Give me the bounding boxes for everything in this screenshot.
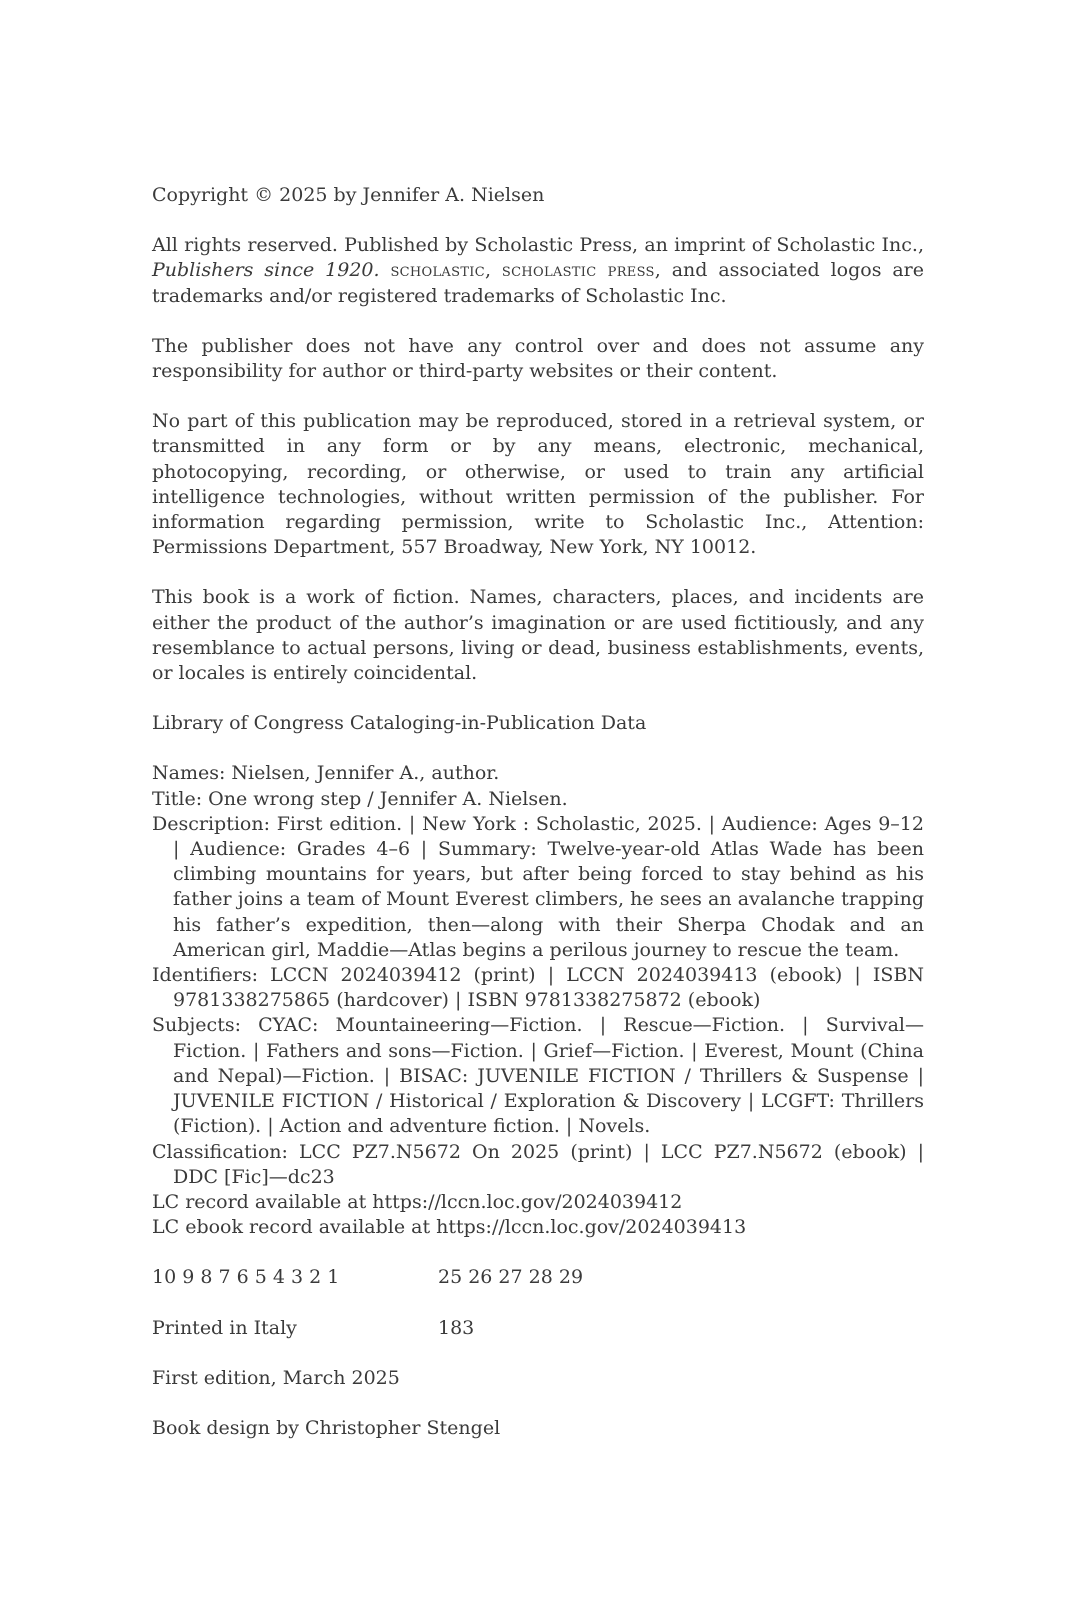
cip-subjects: Subjects: CYAC: Mountaineering—Fiction. | Rescue—Fiction. | Survival—Fiction. | Fathers and sons—Fiction. | Grief—Fiction. | Everest, Mount (China and Nepal)—Fiction. | BISAC: JUVENILE FICTION / Thrillers & Suspense | JUVENILE FICTION / Historical / Exploration & Discovery | LCGFT: Thrillers (Fiction). | Action and adventure fiction. | Novels.: [152, 1014, 924, 1138]
cip-block: [152, 761, 924, 1240]
rights-text-1: All rights reserved. Published by Scholastic Press, an imprint of Scholastic Inc.,: [152, 234, 924, 257]
cip-classification: Classification: LCC PZ7.N5672 On 2025 (print) | LCC PZ7.N5672 (ebook) | DDC [Fic]—dc23: [152, 1140, 924, 1188]
copyright-page: [152, 183, 924, 1441]
responsibility-paragraph: The publisher does not have any control over and does not assume any responsibility for author or third-party websites or their content.: [152, 334, 924, 383]
printed-in-row: [152, 1316, 924, 1341]
cip-lc-record: LC record available at https://lccn.loc.gov/2024039412: [152, 1190, 683, 1213]
printing-year-line: 25 26 27 28 29: [438, 1266, 584, 1289]
rights-text-2: , and associated logos are trademarks and/or registered trademarks of Scholastic Inc.: [152, 259, 924, 307]
printer-code: 183: [438, 1316, 475, 1339]
edition-line: First edition, March 2025: [152, 1366, 400, 1389]
scholastic-press-mark: scholastic press: [501, 259, 655, 282]
rights-separator: ,: [484, 259, 502, 282]
printing-number-row: [152, 1265, 924, 1290]
cip-description: Description: First edition. | New York : Scholastic, 2025. | Audience: Ages 9–12 | Audience: Grades 4–6 | Summary: Twelve-year-old Atlas Wade has been climbing mountains for years, but after being forced to stay behind as his father joins a team of Mount Everest climbers, he sees an avalanche trapping his father’s expedition, then—along with their Sherpa Chodak and an American girl, Maddie—Atlas begins a perilous journey to rescue the team.: [152, 812, 924, 961]
cip-title: Title: One wrong step / Jennifer A. Nielsen.: [152, 787, 568, 810]
printed-in: Printed in Italy: [152, 1316, 297, 1339]
publishers-since: Publishers since 1920.: [152, 259, 380, 282]
copyright-line: Copyright © 2025 by Jennifer A. Nielsen: [152, 184, 545, 206]
printing-number-line: 10 9 8 7 6 5 4 3 2 1: [152, 1266, 340, 1289]
reproduction-paragraph: No part of this publication may be reproduced, stored in a retrieval system, or transmitted in any form or by any means, electronic, mechanical, photocopying, recording, or otherwise, or used to train any artificial intelligence technologies, without written permission of the publisher. For information regarding permission, write to Scholastic Inc., Attention: Permissions Department, 557 Broadway, New York, NY 10012.: [152, 410, 924, 559]
scholastic-mark: scholastic: [390, 259, 485, 282]
cip-lc-ebook-record: LC ebook record available at https://lccn.loc.gov/2024039413: [152, 1216, 747, 1239]
rights-paragraph: [152, 233, 924, 309]
fiction-disclaimer: This book is a work of fiction. Names, characters, places, and incidents are either the product of the author’s imagination or are used fictitiously, and any resemblance to actual persons, living or dead, business establishments, events, or locales is entirely coincidental.: [152, 586, 924, 685]
book-design-credit: Book design by Christopher Stengel: [152, 1416, 501, 1439]
cip-names: Names: Nielsen, Jennifer A., author.: [152, 762, 500, 785]
cip-heading: Library of Congress Cataloging-in-Publication Data: [152, 712, 647, 735]
cip-identifiers: Identifiers: LCCN 2024039412 (print) | LCCN 2024039413 (ebook) | ISBN 9781338275865 (hardcover) | ISBN 9781338275872 (ebook): [152, 964, 924, 1012]
